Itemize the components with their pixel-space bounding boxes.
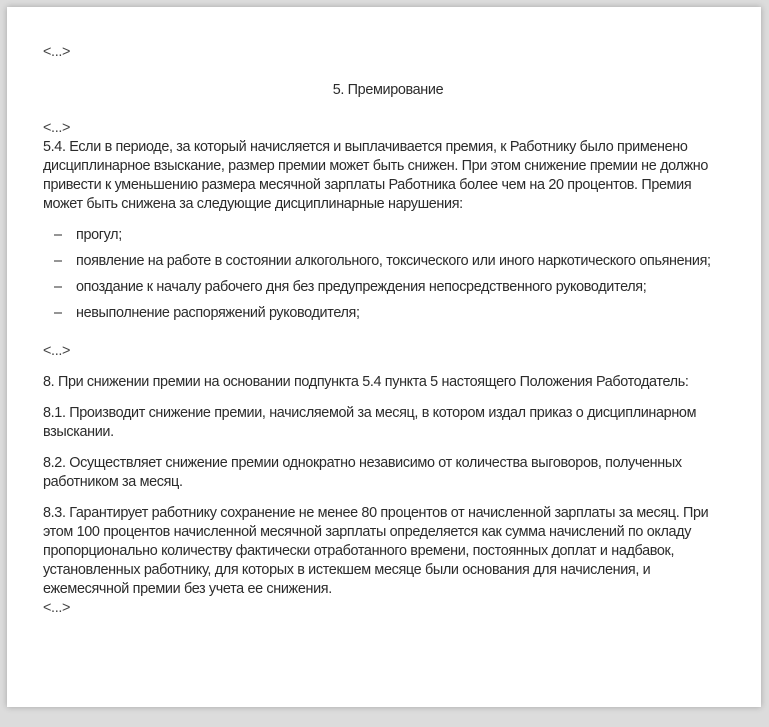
omission-marker: <...> xyxy=(43,343,71,359)
spacer xyxy=(43,392,733,404)
dash-bullet: – xyxy=(54,227,62,243)
dash-bullet: – xyxy=(54,305,62,321)
document-page xyxy=(7,7,761,707)
document-content xyxy=(43,43,733,618)
section-title: 5. Премирование xyxy=(332,82,444,98)
dash-bullet: – xyxy=(54,279,62,295)
list-item-text: прогул; xyxy=(76,227,122,243)
list-item xyxy=(54,304,733,323)
omission-marker: <...> xyxy=(43,120,71,136)
spacer xyxy=(43,361,733,373)
clause-5-4: 5.4. Если в периоде, за который начисляется и выплачивается премия, к Работнику было применено дисциплинарное взыскание, размер премии может быть снижен. При этом снижение премии не должно привести к уменьшению размера месячной зарплаты Работника более чем на 20 процентов. Премия может быть снижена за следующие дисциплинарные нарушения: xyxy=(43,139,709,212)
list-item xyxy=(54,226,733,245)
clause-8-2: 8.2. Осуществляет снижение премии однократно независимо от количества выговоров, полученных работником за месяц. xyxy=(43,455,682,490)
list-item-text: появление на работе в состоянии алкогольного, токсического или иного наркотического опьянения; xyxy=(76,253,711,269)
list-item xyxy=(54,278,733,297)
omission-marker: <...> xyxy=(43,600,71,616)
list-item-text: невыполнение распоряжений руководителя; xyxy=(76,305,360,321)
dash-bullet: – xyxy=(54,253,62,269)
clause-8: 8. При снижении премии на основании подпункта 5.4 пункта 5 настоящего Положения Работодатель: xyxy=(43,374,689,390)
spacer xyxy=(43,442,733,454)
clause-8-3: 8.3. Гарантирует работнику сохранение не менее 80 процентов от начисленной зарплаты за месяц. При этом 100 процентов начисленной месячной зарплаты определяется как сумма начислений по окладу пропорционально количеству фактически отработанного времени, постоянных доплат и надбавок, установленных работнику, для которых в истекшем месяце были основания для начисления, и ежемесячной премии без учета ее снижения. xyxy=(43,505,709,597)
list-item xyxy=(54,252,733,271)
violations-list xyxy=(43,226,733,323)
spacer xyxy=(43,330,733,342)
clause-8-1: 8.1. Производит снижение премии, начисляемой за месяц, в котором издал приказ о дисциплинарном взыскании. xyxy=(43,405,697,440)
omission-marker: <...> xyxy=(43,44,71,60)
spacer xyxy=(43,492,733,504)
list-item-text: опоздание к началу рабочего дня без предупреждения непосредственного руководителя; xyxy=(76,279,647,295)
